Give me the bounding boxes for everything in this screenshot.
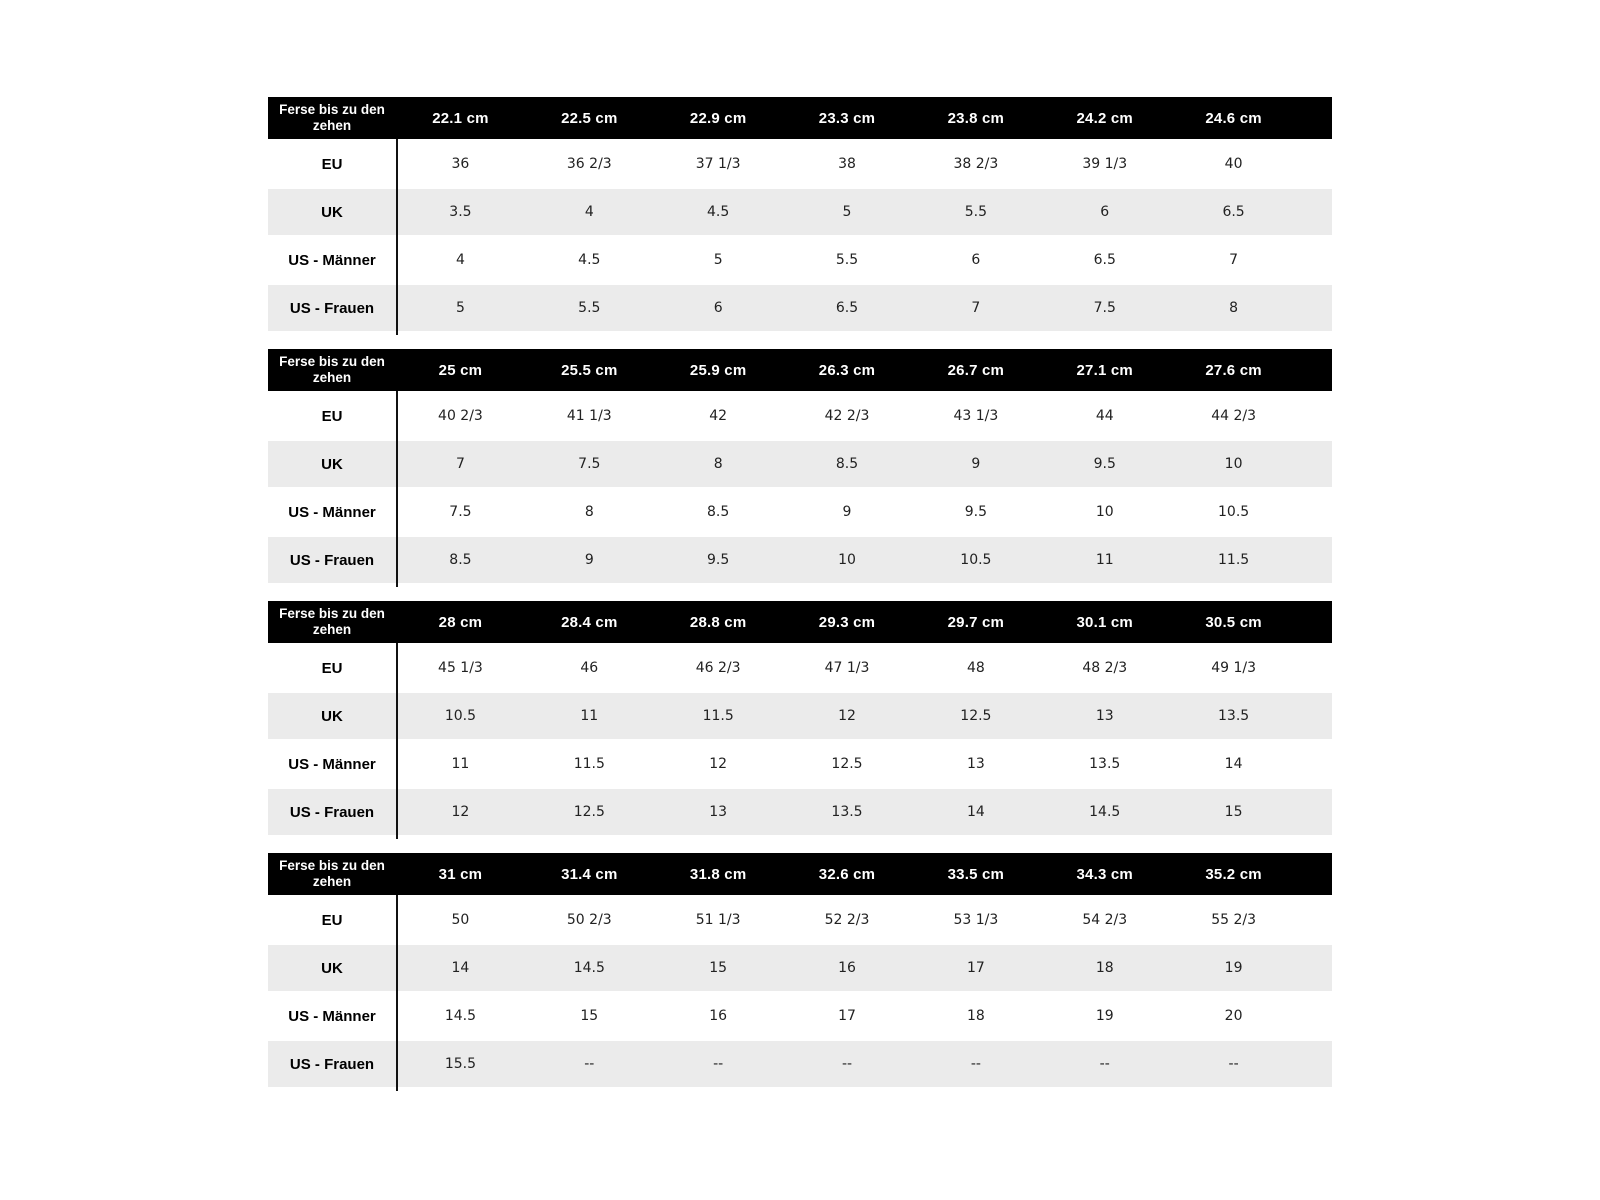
size-value-cell: -- [841,1056,853,1072]
row-label-cell: US - Männer [288,755,376,773]
cm-header-cell: 30.1 cm [1076,613,1133,631]
size-value-cell: 13 [709,804,728,820]
size-value-cell: 40 [1224,156,1243,172]
size-table-section-3 [268,601,1332,835]
size-table-header-row [268,601,1332,643]
size-value-cell: 16 [709,1008,728,1024]
cm-header-cell: 25.9 cm [689,361,747,379]
size-value-cell: 18 [1095,960,1114,976]
row-label-cell: US - Männer [288,251,376,269]
size-value-cell: 13.5 [1218,708,1250,724]
heel-to-toe-header-label: Ferse bis zu den zehen [279,606,385,637]
size-value-cell: 17 [838,1008,856,1024]
size-value-cell: 5 [455,300,465,316]
size-table-section-1 [268,97,1332,331]
cm-header-cell: 22.9 cm [689,109,747,127]
size-value-cell: -- [1099,1056,1110,1072]
size-value-cell: 8.5 [707,504,730,520]
size-value-cell: 7.5 [578,456,601,472]
size-value-cell: 8 [1229,300,1239,316]
size-value-cell: 6 [1100,204,1110,220]
cm-header-cell: 29.7 cm [947,613,1005,631]
size-value-cell: 47 1/3 [824,660,870,676]
size-conversion-chart [268,97,1332,1105]
size-value-cell: 9.5 [964,504,987,520]
column-divider [396,391,398,587]
size-value-cell: 11.5 [702,708,734,724]
column-divider [396,643,398,839]
size-value-cell: 48 2/3 [1082,660,1128,676]
size-value-cell: 10 [1095,504,1114,520]
cm-header-cell: 25.5 cm [561,361,618,379]
size-value-cell: 14 [451,960,470,976]
size-value-cell: 7 [455,456,465,472]
cm-header-cell: 22.5 cm [561,109,618,127]
size-value-cell: 7.5 [1093,300,1116,316]
size-table-header-row [268,853,1332,895]
size-value-cell: 10 [1224,456,1243,472]
size-value-cell: 5 [842,204,852,220]
size-value-cell: 13 [1095,708,1114,724]
size-value-cell: 44 2/3 [1211,408,1256,424]
size-value-cell: 46 2/3 [695,660,741,676]
cm-header-cell: 24.2 cm [1076,109,1133,127]
size-value-cell: 13 [966,756,985,772]
size-value-cell: 14.5 [444,1008,477,1024]
size-value-cell: 5.5 [578,300,601,316]
cm-header-cell: 27.6 cm [1205,361,1262,379]
size-table-section-4 [268,853,1332,1087]
size-value-cell: 10 [838,552,856,568]
size-value-cell: 51 1/3 [695,912,741,928]
size-value-cell: 17 [966,960,985,976]
size-value-cell: 15 [580,1008,599,1024]
row-label-cell: UK [321,707,343,725]
size-value-cell: 44 [1095,408,1114,424]
size-value-cell: 10.5 [1218,504,1250,520]
size-value-cell: 41 1/3 [566,408,612,424]
row-label-cell: UK [321,203,343,221]
size-value-cell: 50 [451,912,470,928]
size-value-cell: 4.5 [578,252,601,268]
size-value-cell: 4 [584,204,594,220]
size-table-header-row [268,349,1332,391]
size-value-cell: 19 [1095,1008,1114,1024]
cm-header-cell: 30.5 cm [1205,613,1262,631]
size-row-eu [268,645,1332,691]
size-value-cell: 8 [713,456,723,472]
size-row-us-männer [268,489,1332,535]
size-value-cell: 20 [1224,1008,1243,1024]
column-divider [396,139,398,335]
heel-to-toe-header-label: Ferse bis zu den zehen [279,858,385,889]
heel-to-toe-header-label: Ferse bis zu den zehen [279,354,385,385]
size-value-cell: 6.5 [835,300,859,316]
size-value-cell: 37 1/3 [695,156,741,172]
size-value-cell: 7 [971,300,981,316]
cm-header-cell: 31.8 cm [689,865,747,883]
size-value-cell: 14.5 [1089,804,1121,820]
size-value-cell: 14 [1224,756,1243,772]
size-value-cell: 12.5 [573,804,605,820]
size-value-cell: -- [713,1056,724,1072]
size-row-uk [268,693,1332,739]
heel-to-toe-header-label: Ferse bis zu den zehen [279,102,385,133]
size-value-cell: 15 [709,960,728,976]
row-label-cell: EU [321,155,343,173]
row-label-cell: UK [321,455,343,473]
size-value-cell: 49 1/3 [1211,660,1256,676]
size-value-cell: 11 [451,756,470,772]
size-value-cell: 10.5 [960,552,992,568]
size-value-cell: 9 [842,504,852,520]
size-value-cell: 6.5 [1093,252,1116,268]
row-label-cell: US - Frauen [289,803,375,821]
cm-header-cell: 26.7 cm [947,361,1005,379]
cm-header-cell: 35.2 cm [1205,865,1262,883]
size-row-eu [268,141,1332,187]
cm-header-cell: 28.4 cm [561,613,618,631]
size-value-cell: 10.5 [444,708,477,724]
size-row-us-frauen [268,789,1332,835]
row-label-cell: EU [321,407,343,425]
size-value-cell: 11 [580,708,599,724]
size-value-cell: 11 [1095,552,1114,568]
cm-header-cell: 32.6 cm [818,865,876,883]
size-row-us-frauen [268,537,1332,583]
cm-header-cell: 26.3 cm [818,361,876,379]
size-value-cell: 11.5 [573,756,605,772]
cm-header-cell: 34.3 cm [1076,865,1133,883]
size-value-cell: 15.5 [444,1056,477,1072]
size-value-cell: 9.5 [1093,456,1116,472]
size-value-cell: 6.5 [1222,204,1245,220]
cm-header-cell: 27.1 cm [1076,361,1133,379]
size-table-section-2 [268,349,1332,583]
size-value-cell: 9 [971,456,981,472]
size-value-cell: 12 [838,708,856,724]
column-divider [396,895,398,1091]
row-label-cell: EU [321,911,343,929]
row-label-cell: US - Frauen [289,299,375,317]
size-row-eu [268,393,1332,439]
size-value-cell: 54 2/3 [1082,912,1128,928]
size-value-cell: 42 2/3 [824,408,870,424]
size-value-cell: 5.5 [964,204,987,220]
cm-header-cell: 28 cm [438,613,483,631]
size-value-cell: -- [1228,1056,1239,1072]
size-row-us-männer [268,993,1332,1039]
row-label-cell: UK [321,959,343,977]
cm-header-cell: 28.8 cm [689,613,747,631]
size-value-cell: 48 [966,660,985,676]
size-value-cell: -- [970,1056,981,1072]
size-value-cell: 36 [451,156,470,172]
size-row-us-männer [268,237,1332,283]
size-value-cell: 40 2/3 [438,408,483,424]
size-value-cell: 8.5 [835,456,859,472]
size-row-uk [268,441,1332,487]
cm-header-cell: 29.3 cm [818,613,876,631]
size-value-cell: 8.5 [449,552,472,568]
cm-header-cell: 25 cm [438,361,483,379]
size-value-cell: 13.5 [831,804,863,820]
size-value-cell: 50 2/3 [566,912,612,928]
size-value-cell: 38 [838,156,856,172]
row-label-cell: US - Frauen [289,1055,375,1073]
size-value-cell: 38 2/3 [953,156,999,172]
size-value-cell: 9.5 [707,552,730,568]
cm-header-cell: 22.1 cm [432,109,489,127]
size-value-cell: 43 1/3 [953,408,999,424]
size-value-cell: 12.5 [960,708,992,724]
size-value-cell: 12.5 [831,756,863,772]
row-label-cell: US - Männer [288,503,376,521]
cm-header-cell: 24.6 cm [1205,109,1262,127]
size-value-cell: 12 [709,756,728,772]
row-label-cell: US - Frauen [289,551,375,569]
size-value-cell: 5 [713,252,723,268]
size-row-uk [268,945,1332,991]
cm-header-cell: 31 cm [438,865,483,883]
cm-header-cell: 33.5 cm [947,865,1005,883]
size-value-cell: 55 2/3 [1211,912,1256,928]
size-row-eu [268,897,1332,943]
size-value-cell: 7 [1229,252,1239,268]
size-value-cell: 45 1/3 [438,660,483,676]
size-value-cell: -- [584,1056,595,1072]
row-label-cell: US - Männer [288,1007,376,1025]
size-value-cell: 36 2/3 [566,156,612,172]
size-row-us-frauen [268,285,1332,331]
size-value-cell: 6 [971,252,981,268]
size-table-header-row [268,97,1332,139]
size-value-cell: 13.5 [1089,756,1121,772]
size-row-us-frauen [268,1041,1332,1087]
size-value-cell: 42 [709,408,728,424]
size-value-cell: 46 [580,660,599,676]
size-value-cell: 9 [584,552,594,568]
size-value-cell: 14 [966,804,985,820]
row-label-cell: EU [321,659,343,677]
size-value-cell: 3.5 [449,204,472,220]
size-value-cell: 14.5 [573,960,605,976]
size-value-cell: 16 [838,960,856,976]
size-value-cell: 6 [713,300,723,316]
size-value-cell: 8 [584,504,594,520]
size-value-cell: 39 1/3 [1082,156,1128,172]
cm-header-cell: 23.3 cm [818,109,876,127]
size-value-cell: 53 1/3 [953,912,999,928]
size-value-cell: 7.5 [449,504,472,520]
size-row-uk [268,189,1332,235]
size-value-cell: 5.5 [835,252,859,268]
size-value-cell: 18 [966,1008,985,1024]
cm-header-cell: 23.8 cm [947,109,1005,127]
cm-header-cell: 31.4 cm [561,865,618,883]
size-value-cell: 4.5 [707,204,730,220]
size-row-us-männer [268,741,1332,787]
size-value-cell: 15 [1224,804,1243,820]
size-value-cell: 4 [455,252,465,268]
size-value-cell: 11.5 [1218,552,1250,568]
size-value-cell: 12 [451,804,470,820]
size-value-cell: 19 [1224,960,1243,976]
size-value-cell: 52 2/3 [824,912,870,928]
